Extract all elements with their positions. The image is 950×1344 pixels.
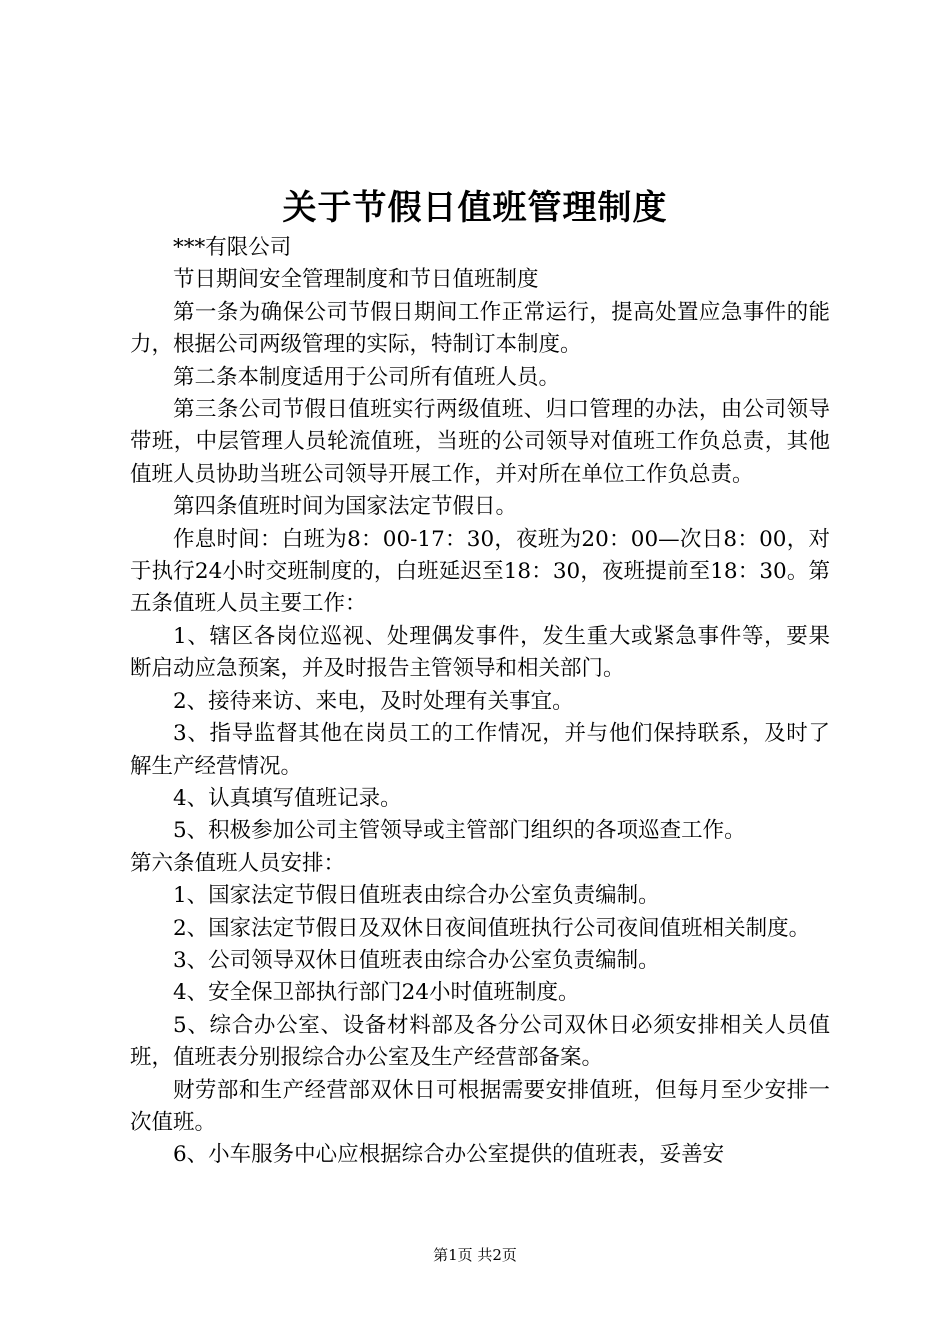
paragraph-schedule-4: 4、安全保卫部执行部门24小时值班制度。 bbox=[173, 980, 580, 1006]
paragraph-article-2: 第二条本制度适用于公司所有值班人员。 bbox=[173, 364, 561, 390]
paragraph-work-hours: 作息时间：白班为8：00-17：30，夜班为20：00—次日8：00，对于执行24小时交班制度的，白班延迟至18：30，夜班提前至18：30。第五条值班人员主要工作： bbox=[130, 526, 830, 617]
paragraph-schedule-1: 1、国家法定节假日值班表由综合办公室负责编制。 bbox=[173, 883, 660, 909]
paragraph-duty-2: 2、接待来访、来电，及时处理有关事宜。 bbox=[173, 688, 574, 714]
paragraph-duty-1: 1、辖区各岗位巡视、处理偶发事件，发生重大或紧急事件等，要果断启动应急预案，并及时报告主管领导和相关部门。 bbox=[130, 623, 830, 682]
page-footer: 第1页 共2页 bbox=[433, 1246, 517, 1264]
paragraph-article-1: 第一条为确保公司节假日期间工作正常运行，提高处置应急事件的能力，根据公司两级管理的实际，特制订本制度。 bbox=[130, 299, 830, 358]
paragraph-schedule-3: 3、公司领导双休日值班表由综合办公室负责编制。 bbox=[173, 947, 660, 973]
paragraph-article-3: 第三条公司节假日值班实行两级值班、归口管理的办法，由公司领导带班，中层管理人员轮流值班，当班的公司领导对值班工作负总责，其他值班人员协助当班公司领导开展工作，并对所在单位工作负总责。 bbox=[130, 397, 830, 487]
document-body bbox=[130, 232, 830, 1172]
paragraph-article-6: 第六条值班人员安排： bbox=[130, 850, 346, 876]
paragraph-duty-5: 5、积极参加公司主管领导或主管部门组织的各项巡查工作。 bbox=[173, 818, 746, 844]
document-title: 关于节假日值班管理制度 bbox=[282, 188, 668, 228]
paragraph-schedule-5: 5、综合办公室、设备材料部及各分公司双休日必须安排相关人员值班，值班表分别报综合办公室及生产经营部备案。 bbox=[130, 1012, 830, 1071]
paragraph-duty-3: 3、指导监督其他在岗员工的工作情况，并与他们保持联系，及时了解生产经营情况。 bbox=[130, 721, 830, 779]
paragraph-subtitle: 节日期间安全管理制度和节日值班制度 bbox=[173, 267, 539, 293]
paragraph-schedule-finance: 财劳部和生产经营部双休日可根据需要安排值班，但每月至少安排一次值班。 bbox=[130, 1077, 830, 1135]
paragraph-schedule-2: 2、国家法定节假日及双休日夜间值班执行公司夜间值班相关制度。 bbox=[173, 915, 811, 941]
paragraph-company: ***有限公司 bbox=[173, 235, 292, 260]
paragraph-article-4: 第四条值班时间为国家法定节假日。 bbox=[173, 494, 518, 520]
paragraph-schedule-6: 6、小车服务中心应根据综合办公室提供的值班表，妥善安 bbox=[173, 1142, 725, 1168]
paragraph-duty-4: 4、认真填写值班记录。 bbox=[173, 785, 402, 811]
